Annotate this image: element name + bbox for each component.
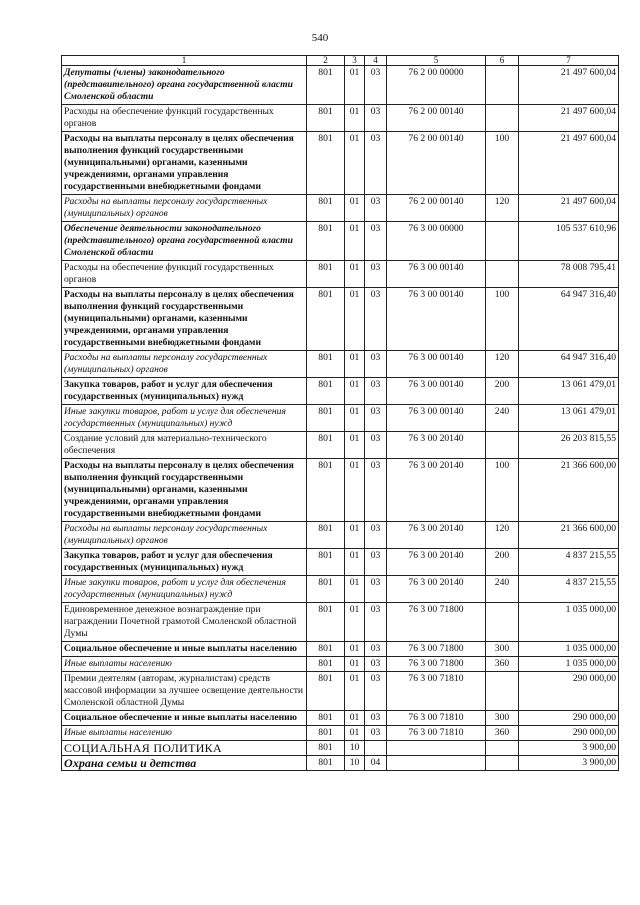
expense-name-cell: Единовременное денежное вознаграждение при награждении Почетной грамотой Смоленской областной Думы [62, 603, 307, 642]
expense-type-cell: 200 [486, 549, 519, 576]
code-subsection-cell: 03 [365, 657, 387, 672]
amount-cell: 13 061 479,01 [519, 378, 619, 405]
expense-name-cell: Закупка товаров, работ и услуг для обеспечения государственных (муниципальных) нужд [62, 549, 307, 576]
code-section-cell: 01 [345, 132, 365, 195]
code-ministry-cell: 801 [307, 459, 345, 522]
expense-type-cell [486, 603, 519, 642]
code-ministry-cell: 801 [307, 642, 345, 657]
expense-type-cell: 100 [486, 288, 519, 351]
header-cell-1: 1 [62, 56, 307, 66]
code-ministry-cell: 801 [307, 405, 345, 432]
code-subsection-cell: 03 [365, 459, 387, 522]
code-ministry-cell: 801 [307, 576, 345, 603]
target-article-cell: 76 3 00 00140 [387, 288, 486, 351]
expense-name-cell: Обеспечение деятельности законодательного (представительного) органа государственной власти Смоленской области [62, 222, 307, 261]
target-article-cell: 76 3 00 20140 [387, 432, 486, 459]
code-subsection-cell [365, 741, 387, 756]
header-cell-5: 5 [387, 56, 486, 66]
code-section-cell: 01 [345, 261, 365, 288]
expense-name-cell: Расходы на обеспечение функций государственных органов [62, 261, 307, 288]
amount-cell: 105 537 610,96 [519, 222, 619, 261]
code-ministry-cell: 801 [307, 378, 345, 405]
code-ministry-cell: 801 [307, 195, 345, 222]
target-article-cell: 76 2 00 00140 [387, 132, 486, 195]
code-subsection-cell: 03 [365, 261, 387, 288]
expense-type-cell [486, 66, 519, 105]
target-article-cell: 76 3 00 71810 [387, 672, 486, 711]
code-ministry-cell: 801 [307, 132, 345, 195]
code-ministry-cell: 801 [307, 711, 345, 726]
expense-name-cell: Охрана семьи и детства [62, 756, 307, 771]
amount-cell: 21 366 600,00 [519, 459, 619, 522]
expense-name-cell: Депутаты (члены) законодательного (представительного) органа государственной власти Смоленской области [62, 66, 307, 105]
target-article-cell: 76 3 00 71800 [387, 603, 486, 642]
expense-type-cell: 120 [486, 522, 519, 549]
code-subsection-cell: 03 [365, 222, 387, 261]
code-section-cell: 01 [345, 222, 365, 261]
expense-type-cell: 360 [486, 726, 519, 741]
code-subsection-cell: 04 [365, 756, 387, 771]
table-row [62, 195, 619, 222]
target-article-cell: 76 3 00 20140 [387, 459, 486, 522]
table-row [62, 672, 619, 711]
amount-cell: 13 061 479,01 [519, 405, 619, 432]
expense-type-cell: 300 [486, 642, 519, 657]
expense-name-cell: Закупка товаров, работ и услуг для обеспечения государственных (муниципальных) нужд [62, 378, 307, 405]
code-subsection-cell: 03 [365, 576, 387, 603]
code-ministry-cell: 801 [307, 288, 345, 351]
expense-type-cell [486, 261, 519, 288]
code-ministry-cell: 801 [307, 603, 345, 642]
code-subsection-cell: 03 [365, 672, 387, 711]
code-subsection-cell: 03 [365, 432, 387, 459]
amount-cell: 290 000,00 [519, 672, 619, 711]
code-section-cell: 01 [345, 672, 365, 711]
target-article-cell: 76 3 00 20140 [387, 549, 486, 576]
expense-type-cell: 120 [486, 351, 519, 378]
code-ministry-cell: 801 [307, 105, 345, 132]
code-section-cell: 01 [345, 105, 365, 132]
amount-cell: 3 900,00 [519, 741, 619, 756]
amount-cell: 21 497 600,04 [519, 195, 619, 222]
target-article-cell [387, 756, 486, 771]
expense-name-cell: Расходы на выплаты персоналу государственных (муниципальных) органов [62, 195, 307, 222]
target-article-cell: 76 3 00 00140 [387, 261, 486, 288]
expense-name-cell: СОЦИАЛЬНАЯ ПОЛИТИКА [62, 741, 307, 756]
expense-type-cell: 200 [486, 378, 519, 405]
table-row [62, 549, 619, 576]
expense-type-cell [486, 672, 519, 711]
code-section-cell: 01 [345, 195, 365, 222]
target-article-cell [387, 741, 486, 756]
amount-cell: 1 035 000,00 [519, 657, 619, 672]
code-ministry-cell: 801 [307, 66, 345, 105]
amount-cell: 290 000,00 [519, 711, 619, 726]
table-row [62, 756, 619, 771]
code-subsection-cell: 03 [365, 378, 387, 405]
table-row [62, 726, 619, 741]
table-row [62, 741, 619, 756]
table-row [62, 576, 619, 603]
code-subsection-cell: 03 [365, 603, 387, 642]
expense-type-cell: 300 [486, 711, 519, 726]
code-subsection-cell: 03 [365, 522, 387, 549]
code-subsection-cell: 03 [365, 288, 387, 351]
expense-type-cell [486, 756, 519, 771]
table-row [62, 657, 619, 672]
target-article-cell: 76 3 00 71810 [387, 726, 486, 741]
expense-type-cell [486, 432, 519, 459]
budget-table [61, 55, 619, 771]
table-row [62, 288, 619, 351]
code-ministry-cell: 801 [307, 741, 345, 756]
code-ministry-cell: 801 [307, 549, 345, 576]
code-ministry-cell: 801 [307, 261, 345, 288]
code-subsection-cell: 03 [365, 66, 387, 105]
amount-cell: 4 837 215,55 [519, 576, 619, 603]
table-row [62, 603, 619, 642]
table-row [62, 105, 619, 132]
expense-name-cell: Расходы на выплаты персоналу государственных (муниципальных) органов [62, 522, 307, 549]
code-section-cell: 01 [345, 405, 365, 432]
code-section-cell: 01 [345, 378, 365, 405]
target-article-cell: 76 3 00 00140 [387, 405, 486, 432]
code-section-cell: 01 [345, 459, 365, 522]
header-cell-2: 2 [307, 56, 345, 66]
table-row [62, 459, 619, 522]
expense-name-cell: Иные закупки товаров, работ и услуг для обеспечения государственных (муниципальных) нужд [62, 405, 307, 432]
code-ministry-cell: 801 [307, 672, 345, 711]
target-article-cell: 76 2 00 00000 [387, 66, 486, 105]
amount-cell: 21 497 600,04 [519, 66, 619, 105]
code-section-cell: 01 [345, 642, 365, 657]
target-article-cell: 76 3 00 00140 [387, 351, 486, 378]
expense-name-cell: Социальное обеспечение и иные выплаты населению [62, 642, 307, 657]
table-header [62, 56, 619, 66]
header-cell-6: 6 [486, 56, 519, 66]
code-ministry-cell: 801 [307, 756, 345, 771]
amount-cell: 64 947 316,40 [519, 288, 619, 351]
code-ministry-cell: 801 [307, 432, 345, 459]
expense-type-cell [486, 222, 519, 261]
expense-name-cell: Расходы на выплаты персоналу государственных (муниципальных) органов [62, 351, 307, 378]
amount-cell: 4 837 215,55 [519, 549, 619, 576]
expense-name-cell: Премии деятелям (авторам, журналистам) средств массовой информации за лучшее освещение деятельности Смоленской областной Думы [62, 672, 307, 711]
amount-cell: 21 366 600,00 [519, 522, 619, 549]
code-subsection-cell: 03 [365, 711, 387, 726]
code-section-cell: 10 [345, 741, 365, 756]
code-section-cell: 10 [345, 756, 365, 771]
code-section-cell: 01 [345, 66, 365, 105]
code-subsection-cell: 03 [365, 195, 387, 222]
expense-name-cell: Расходы на выплаты персоналу в целях обеспечения выполнения функций государственными (муниципальными) органами, казенными учреждениями, органами управления государственными внебюджетными фондами [62, 459, 307, 522]
expense-type-cell [486, 741, 519, 756]
target-article-cell: 76 3 00 00140 [387, 378, 486, 405]
code-section-cell: 01 [345, 711, 365, 726]
code-subsection-cell: 03 [365, 405, 387, 432]
table-row [62, 432, 619, 459]
code-subsection-cell: 03 [365, 549, 387, 576]
target-article-cell: 76 2 00 00140 [387, 105, 486, 132]
expense-type-cell: 360 [486, 657, 519, 672]
expense-type-cell: 100 [486, 459, 519, 522]
target-article-cell: 76 3 00 00000 [387, 222, 486, 261]
header-cell-4: 4 [365, 56, 387, 66]
code-section-cell: 01 [345, 288, 365, 351]
code-ministry-cell: 801 [307, 222, 345, 261]
code-ministry-cell: 801 [307, 657, 345, 672]
expense-name-cell: Создание условий для материально-технического обеспечения [62, 432, 307, 459]
expense-type-cell: 100 [486, 132, 519, 195]
expense-name-cell: Иные выплаты населению [62, 657, 307, 672]
expense-name-cell: Социальное обеспечение и иные выплаты населению [62, 711, 307, 726]
table-row [62, 522, 619, 549]
code-section-cell: 01 [345, 522, 365, 549]
code-section-cell: 01 [345, 549, 365, 576]
expense-name-cell: Расходы на выплаты персоналу в целях обеспечения выполнения функций государственными (муниципальными) органами, казенными учреждениями, органами управления государственными внебюджетными фондами [62, 288, 307, 351]
table-row [62, 378, 619, 405]
target-article-cell: 76 3 00 71800 [387, 642, 486, 657]
expense-type-cell: 240 [486, 576, 519, 603]
table-row [62, 132, 619, 195]
expense-type-cell [486, 105, 519, 132]
expense-name-cell: Иные закупки товаров, работ и услуг для обеспечения государственных (муниципальных) нужд [62, 576, 307, 603]
code-section-cell: 01 [345, 726, 365, 741]
table-row [62, 642, 619, 657]
expense-name-cell: Расходы на выплаты персоналу в целях обеспечения выполнения функций государственными (муниципальными) органами, казенными учреждениями, органами управления государственными внебюджетными фондами [62, 132, 307, 195]
code-subsection-cell: 03 [365, 351, 387, 378]
table-row [62, 405, 619, 432]
header-cell-3: 3 [345, 56, 365, 66]
table-row [62, 711, 619, 726]
target-article-cell: 76 3 00 20140 [387, 522, 486, 549]
expense-type-cell: 120 [486, 195, 519, 222]
table-body [62, 66, 619, 771]
code-ministry-cell: 801 [307, 726, 345, 741]
amount-cell: 3 900,00 [519, 756, 619, 771]
target-article-cell: 76 2 00 00140 [387, 195, 486, 222]
code-section-cell: 01 [345, 351, 365, 378]
code-section-cell: 01 [345, 576, 365, 603]
code-section-cell: 01 [345, 657, 365, 672]
table-row [62, 66, 619, 105]
code-section-cell: 01 [345, 432, 365, 459]
code-ministry-cell: 801 [307, 522, 345, 549]
target-article-cell: 76 3 00 71800 [387, 657, 486, 672]
code-ministry-cell: 801 [307, 351, 345, 378]
amount-cell: 26 203 815,55 [519, 432, 619, 459]
amount-cell: 1 035 000,00 [519, 603, 619, 642]
amount-cell: 21 497 600,04 [519, 105, 619, 132]
table-row [62, 222, 619, 261]
table-row [62, 351, 619, 378]
expense-name-cell: Расходы на обеспечение функций государственных органов [62, 105, 307, 132]
target-article-cell: 76 3 00 71810 [387, 711, 486, 726]
code-subsection-cell: 03 [365, 726, 387, 741]
amount-cell: 64 947 316,40 [519, 351, 619, 378]
page-number: 540 [311, 32, 329, 44]
header-cell-7: 7 [519, 56, 619, 66]
code-subsection-cell: 03 [365, 642, 387, 657]
amount-cell: 290 000,00 [519, 726, 619, 741]
amount-cell: 1 035 000,00 [519, 642, 619, 657]
code-subsection-cell: 03 [365, 132, 387, 195]
amount-cell: 78 008 795,41 [519, 261, 619, 288]
code-section-cell: 01 [345, 603, 365, 642]
expense-name-cell: Иные выплаты населению [62, 726, 307, 741]
header-row [62, 56, 619, 66]
code-subsection-cell: 03 [365, 105, 387, 132]
expense-type-cell: 240 [486, 405, 519, 432]
target-article-cell: 76 3 00 20140 [387, 576, 486, 603]
amount-cell: 21 497 600,04 [519, 132, 619, 195]
table-row [62, 261, 619, 288]
